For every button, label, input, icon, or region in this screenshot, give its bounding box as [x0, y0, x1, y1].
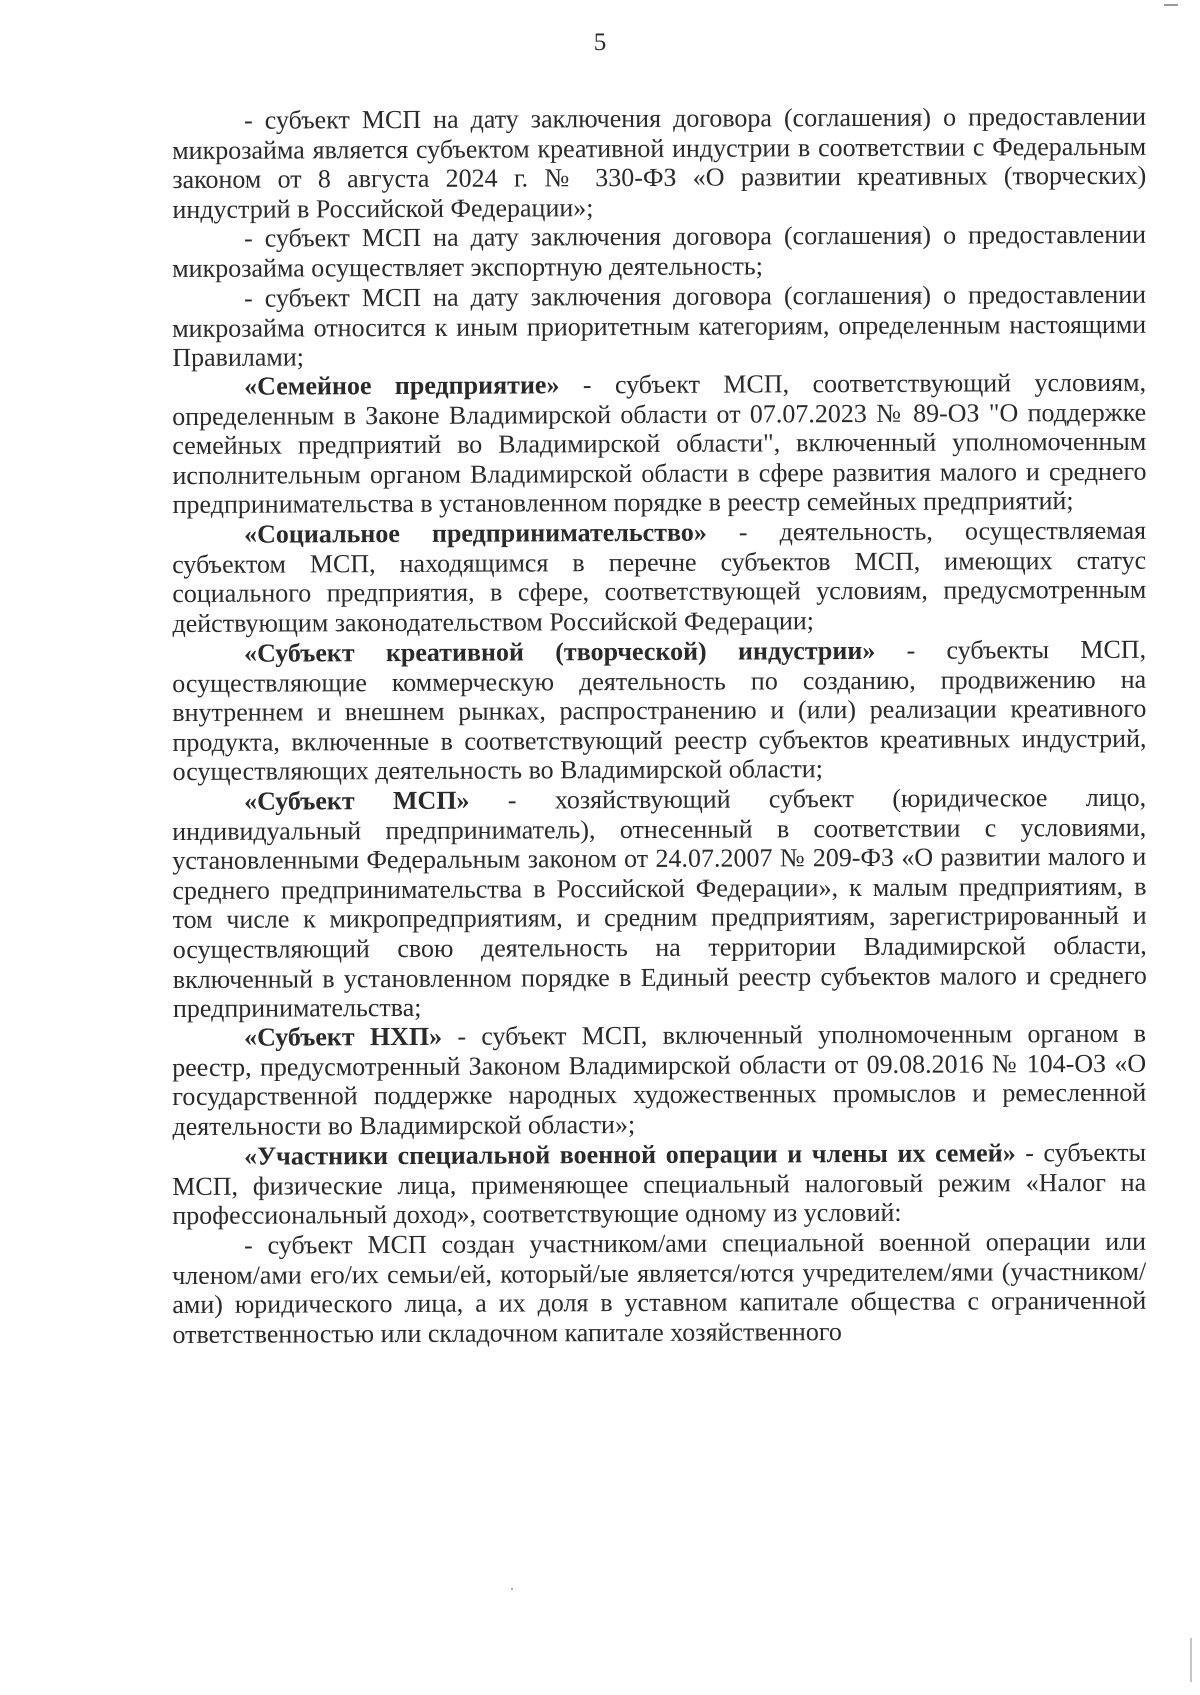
definition-text: - субъекты МСП, осуществляющие коммерческую деятельность по созданию, продвижению на внутреннем и внешнем рынках, распространению и (или) реализации креативного продукта, включенные в соответствующий реестр субъектов креативных индустрий, осуществляющих деятельность во Владимирской области;	[172, 634, 1147, 787]
definition-term: «Участники специальной военной операции и члены их семей»	[243, 1138, 1016, 1171]
definition-term: «Субъект креативной (творческой) индустрии»	[243, 635, 876, 668]
scan-edge-mark	[1190, 1638, 1192, 1682]
paragraph-criterion-priority	[172, 279, 1146, 372]
document-body	[172, 101, 1147, 1349]
paragraph-criterion-creative	[172, 102, 1147, 225]
paragraph-text: - субъект МСП на дату заключения договора (соглашения) о предоставлении микрозайма является субъектом креативной индустрии в соответствии с Федеральным законом от 8 августа 2024 г. № 330-ФЗ «О развитии креативных (творческих) индустрий в Российской Федерации»;	[172, 101, 1147, 224]
definition-msp-subject	[172, 782, 1147, 1023]
definition-nhp-subject	[172, 1019, 1147, 1142]
paragraph-text: - субъект МСП на дату заключения договора (соглашения) о предоставлении микрозайма осуществляет экспортную деятельность;	[172, 220, 1147, 283]
definition-text: - деятельность, осуществляемая субъектом МСП, находящимся в перечне субъектов МСП, имеющих статус социального предприятия, в сфере, соответствующей условиям, предусмотренным действующим законодательством Российской Федерации;	[172, 516, 1147, 639]
definition-text: - субъект МСП, включенный уполномоченным органом в реестр, предусмотренный Законом Владимирской области от 09.08.2016 № 104-ОЗ «О государственной поддержке народных художественных промыслов и ремесленной деятельности во Владимирской области»;	[172, 1019, 1147, 1142]
definition-family-enterprise	[172, 368, 1147, 520]
definition-term: «Субъект МСП»	[243, 785, 470, 816]
definition-text: - хозяйствующий субъект (юридическое лицо, индивидуальный предприниматель), отнесенный в соответствии с условиями, установленными Федеральным законом от 24.07.2007 № 209-ФЗ «О развитии малого и среднего предпринимательства в Российской Федерации», к малым предприятиям, в том числе к микропредприятиям, и средним предприятиям, зарегистрированный и осуществляющий свою деятельность на территории Владимирской области, включенный в установленном порядке в Единый реестр субъектов малого и среднего предпринимательства;	[172, 782, 1147, 1023]
definition-svo-participants	[172, 1138, 1146, 1231]
page-number: 5	[593, 29, 607, 56]
paragraph-svo-condition	[172, 1226, 1147, 1349]
scan-edge-mark	[1164, 0, 1178, 6]
definition-term: «Социальное предпринимательство»	[243, 517, 707, 549]
definition-text: - субъект МСП, соответствующий условиям, определенным в Законе Владимирской области от 07.07.2023 № 89-ОЗ "О поддержке семейных предприятий во Владимирской области", включенный уполномоченным исполнительным органом Владимирской области в сфере развития малого и среднего предпринимательства в установленном порядке в реестр семейных предприятий;	[172, 368, 1147, 520]
paragraph-text: - субъект МСП создан участником/ами специальной военной операции или членом/ами его/их семьи/ей, который/ые является/ются учредителем/ями (участником/ами) юридического лица, а их доля в уставном капитале общества с ограниченной ответственностью или складочном капитале хозяйственного	[172, 1226, 1147, 1349]
definition-text: - субъекты МСП, физические лица, применяющее специальный налоговый режим «Налог на профессиональный доход», соответствующие одному из условий:	[172, 1137, 1147, 1230]
definition-creative-industry-subject	[172, 634, 1147, 786]
scan-speck	[511, 1588, 513, 1590]
definition-social-entrepreneurship	[172, 516, 1147, 639]
definition-term: «Субъект НХП»	[243, 1022, 443, 1053]
paragraph-text: - субъект МСП на дату заключения договора (соглашения) о предоставлении микрозайма относится к иным приоритетным категориям, определенным настоящими Правилами;	[172, 279, 1147, 372]
definition-term: «Семейное предприятие»	[243, 370, 560, 402]
paragraph-criterion-export	[172, 220, 1146, 283]
